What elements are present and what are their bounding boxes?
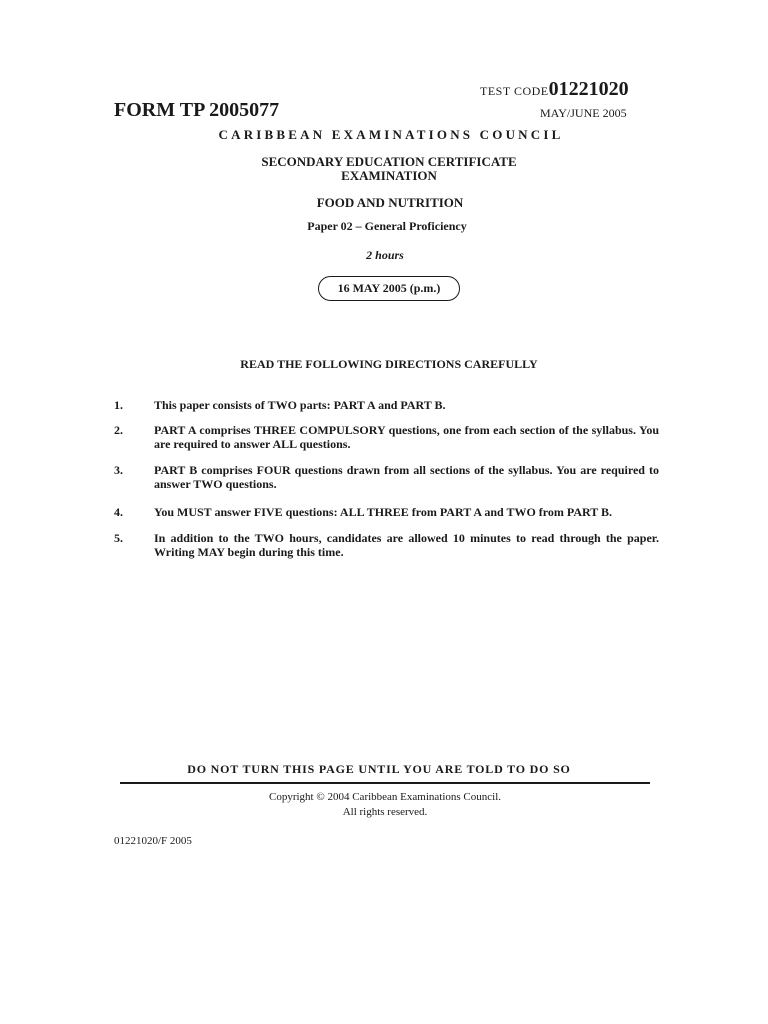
test-code-value: 01221020 — [548, 78, 629, 100]
paper-title: Paper 02 – General Proficiency — [307, 219, 467, 233]
instruction-item — [114, 505, 659, 519]
instruction-item — [114, 423, 659, 451]
instruction-text: PART A comprises THREE COMPULSORY questions, one from each section of the syllabus. You are required to answer ALL questions. — [154, 423, 659, 451]
instruction-text: You MUST answer FIVE questions: ALL THREE from PART A and TWO from PART B. — [154, 505, 613, 519]
copyright-line: Copyright © 2004 Caribbean Examinations Council. — [269, 791, 501, 803]
rights-reserved-line: All rights reserved. — [342, 806, 428, 818]
instruction-text: This paper consists of TWO parts: PART A and PART B. — [154, 398, 446, 412]
do-not-turn-warning: DO NOT TURN THIS PAGE UNTIL YOU ARE TOLD TO DO SO — [187, 762, 571, 776]
subject-title: FOOD AND NUTRITION — [316, 195, 464, 210]
exam-name-line2: EXAMINATION — [341, 168, 437, 183]
document-code: 01221020/F 2005 — [114, 835, 192, 847]
instruction-text: In addition to the TWO hours, candidates are allowed 10 minutes to read through the paper. Writing MAY begin during this time. — [154, 531, 659, 559]
directions-heading: READ THE FOLLOWING DIRECTIONS CAREFULLY — [240, 357, 538, 371]
exam-date-badge — [318, 276, 460, 301]
test-code — [480, 78, 660, 101]
exam-session: MAY/JUNE 2005 — [540, 106, 627, 120]
instruction-number: 2. — [114, 423, 123, 437]
instruction-item — [114, 463, 659, 491]
exam-duration: 2 hours — [366, 248, 404, 262]
form-tp-number: FORM TP 2005077 — [114, 99, 280, 121]
copyright-notice — [0, 790, 768, 820]
exam-name-line1: SECONDARY EDUCATION CERTIFICATE — [261, 154, 517, 169]
council-name: CARIBBEAN EXAMINATIONS COUNCIL — [218, 127, 564, 142]
test-code-label: TEST CODE — [480, 84, 549, 98]
instruction-text: PART B comprises FOUR questions drawn from all sections of the syllabus. You are required to answer TWO questions. — [154, 463, 659, 491]
instructions-list — [114, 398, 659, 570]
footer-divider — [120, 782, 650, 784]
instruction-number: 3. — [114, 463, 123, 477]
instruction-item — [114, 531, 659, 559]
instruction-item — [114, 398, 659, 412]
instruction-number: 4. — [114, 505, 123, 519]
exam-date: 16 MAY 2005 (p.m.) — [337, 281, 441, 295]
instruction-number: 1. — [114, 398, 123, 412]
instruction-number: 5. — [114, 531, 123, 545]
